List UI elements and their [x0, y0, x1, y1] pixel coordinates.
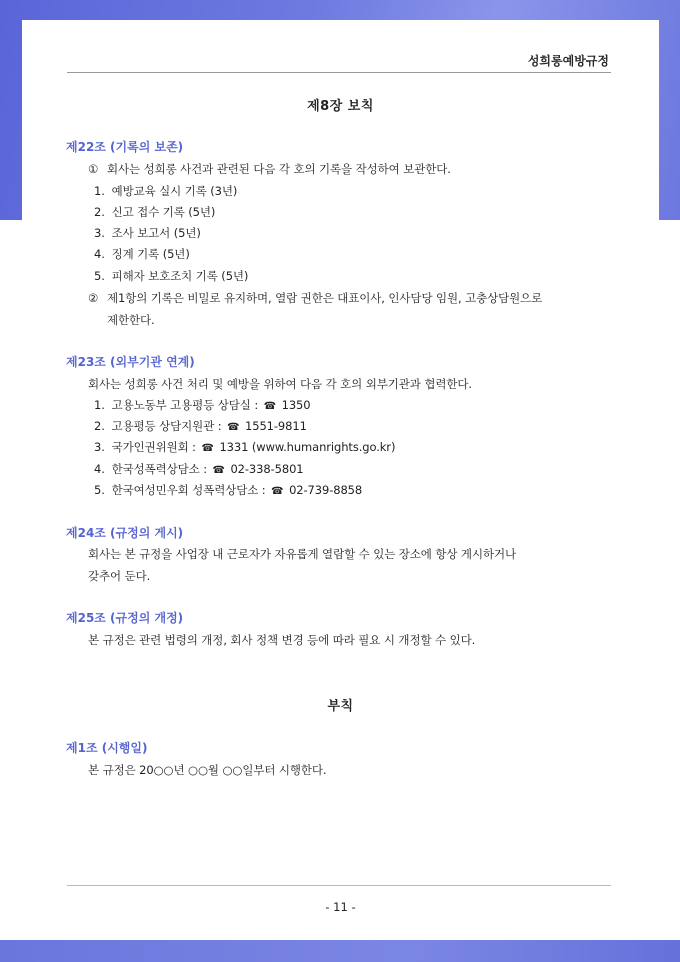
list-item — [94, 225, 201, 241]
article-24-text-line-1: 회사는 본 규정을 사업장 내 근로자가 자유롭게 열람할 수 있는 장소에 항상 게시하거나 — [88, 547, 516, 561]
agency-phone: 1350 — [281, 398, 311, 412]
running-header-title: 성희롱예방규정 — [527, 54, 609, 68]
supplementary-article-1-text: 본 규정은 20○○년 ○○월 ○○일부터 시행한다. — [88, 763, 327, 777]
article-22-paragraph-2-continuation: 제한한다. — [107, 313, 155, 327]
phone-icon: ☎ — [201, 443, 214, 454]
item-text: 신고 접수 기록 (5년) — [111, 205, 216, 219]
item-text: 예방교육 실시 기록 (3년) — [111, 184, 238, 198]
item-number: 1. — [94, 184, 105, 198]
paragraph-marker: ② — [88, 291, 99, 305]
header-divider — [67, 72, 611, 73]
article-24-title: 제24조 (규정의 게시) — [66, 526, 184, 540]
agency-phone: 1551-9811 — [245, 419, 307, 433]
article-22-title: 제22조 (기록의 보존) — [66, 140, 184, 154]
document-page — [22, 20, 659, 940]
item-number: 2. — [94, 205, 105, 219]
paragraph-marker: ① — [88, 162, 99, 176]
item-number: 4. — [94, 247, 105, 261]
agency-name: 고용평등 상담지원관 : — [111, 419, 222, 433]
article-24-text-line-2: 갖추어 둔다. — [88, 569, 151, 583]
article-22-paragraph-1 — [88, 161, 451, 177]
phone-icon: ☎ — [227, 422, 240, 433]
chapter-title: 제8장 보칙 — [307, 99, 374, 114]
list-item — [94, 418, 307, 434]
item-number: 2. — [94, 419, 105, 433]
list-item — [94, 439, 395, 455]
agency-name: 국가인권위원회 : — [111, 440, 196, 454]
item-number: 5. — [94, 483, 105, 497]
agency-phone: 1331 (www.humanrights.go.kr) — [219, 440, 396, 454]
list-item — [94, 482, 362, 498]
agency-phone: 02-739-8858 — [289, 483, 363, 497]
footer-divider — [67, 885, 611, 886]
article-23-title: 제23조 (외부기관 연계) — [66, 355, 195, 369]
article-25-text: 본 규정은 관련 법령의 개정, 회사 정책 변경 등에 따라 필요 시 개정할 수 있다. — [88, 633, 476, 647]
item-number: 1. — [94, 398, 105, 412]
list-item — [94, 268, 248, 284]
supplementary-article-1-title: 제1조 (시행일) — [66, 741, 148, 755]
list-item — [94, 183, 237, 199]
item-number: 5. — [94, 269, 105, 283]
phone-icon: ☎ — [263, 401, 277, 412]
phone-icon: ☎ — [271, 486, 284, 497]
page-number: - 11 - — [325, 900, 356, 914]
list-item — [94, 246, 190, 262]
article-23-intro: 회사는 성희롱 사건 처리 및 예방을 위하여 다음 각 호의 외부기관과 협력한다. — [88, 377, 472, 391]
paragraph-text: 제1항의 기록은 비밀로 유지하며, 열람 권한은 대표이사, 인사담당 임원, 고충상담원으로 — [107, 291, 543, 305]
item-number: 4. — [94, 462, 105, 476]
item-text: 피해자 보호조치 기록 (5년) — [111, 269, 249, 283]
article-25-title: 제25조 (규정의 개정) — [66, 611, 184, 625]
list-item — [94, 461, 304, 477]
agency-name: 고용노동부 고용평등 상담실 : — [111, 398, 259, 412]
agency-name: 한국성폭력상담소 : — [111, 462, 207, 476]
supplementary-title: 부칙 — [327, 699, 354, 714]
paragraph-text: 회사는 성희롱 사건과 관련된 다음 각 호의 기록을 작성하여 보관한다. — [107, 162, 451, 176]
item-text: 조사 보고서 (5년) — [111, 226, 201, 240]
article-22-paragraph-2 — [88, 290, 542, 306]
agency-phone: 02-338-5801 — [230, 462, 304, 476]
item-number: 3. — [94, 440, 105, 454]
list-item — [94, 397, 310, 413]
agency-name: 한국여성민우회 성폭력상담소 : — [111, 483, 266, 497]
phone-icon: ☎ — [212, 465, 225, 476]
item-text: 징계 기록 (5년) — [111, 247, 190, 261]
background-bottom-band — [0, 940, 680, 962]
item-number: 3. — [94, 226, 105, 240]
list-item — [94, 204, 215, 220]
